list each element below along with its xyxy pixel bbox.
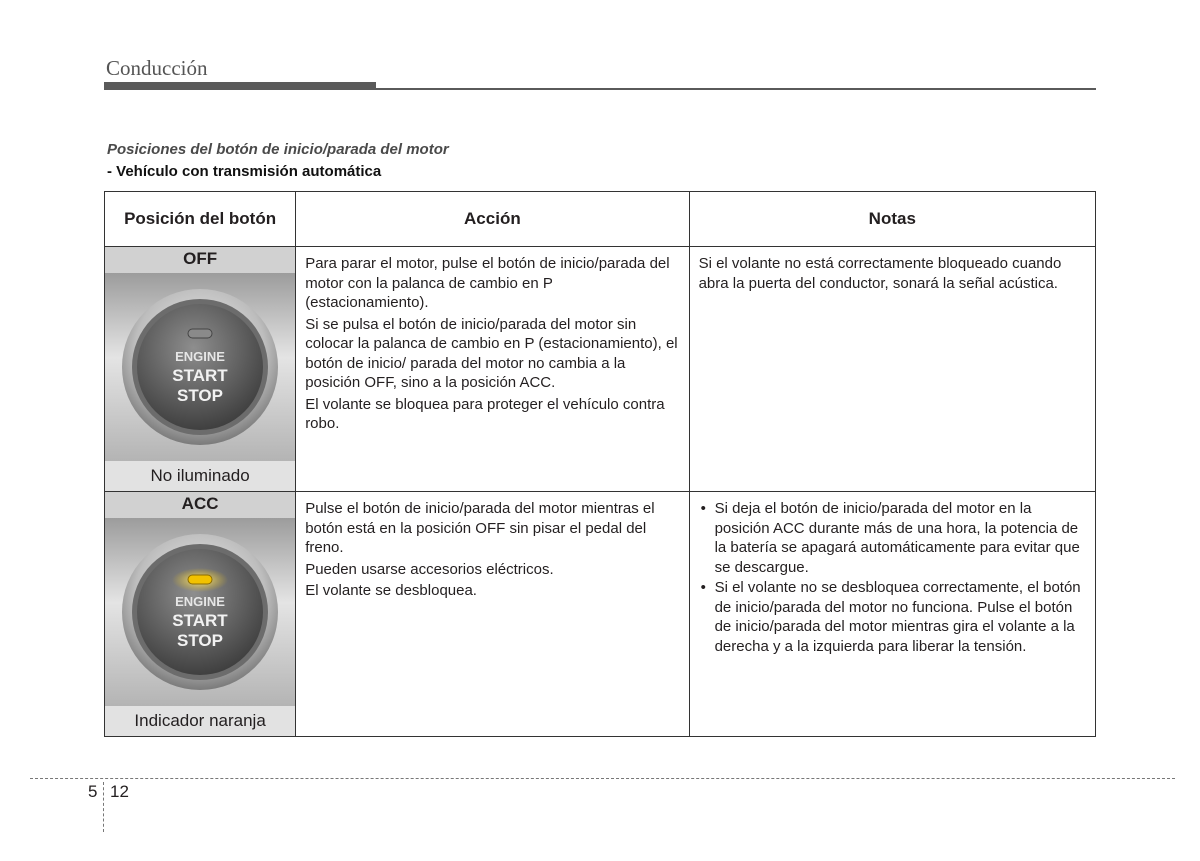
- notes-cell-acc: [689, 492, 1095, 737]
- notes-text: Si el volante no está correctamente bloqueado cuando abra la puerta del conductor, sonará la señal acústica.: [698, 255, 1062, 292]
- position-cell-off: [105, 247, 296, 492]
- position-label-acc: ACC: [105, 492, 295, 518]
- action-cell-acc: [296, 492, 689, 737]
- position-caption-off: No iluminado: [105, 461, 295, 491]
- position-caption-acc: Indicador naranja: [105, 706, 295, 736]
- button-word-start: START: [172, 611, 228, 630]
- header-notes: Notas: [689, 192, 1095, 247]
- notes-bullet-item: • Si deja el botón de inicio/parada del motor en la posición ACC durante más de una hora, la potencia de la batería se apagará automáticamente para evitar que se descargue.: [699, 499, 1085, 577]
- action-text: Pueden usarse accesorios eléctricos.: [305, 560, 554, 578]
- position-cell-acc: [105, 492, 296, 737]
- header-position: Posición del botón: [105, 192, 296, 247]
- button-word-engine: ENGINE: [175, 594, 225, 609]
- page-number: 12: [110, 782, 129, 801]
- footer-divider: [30, 778, 1175, 779]
- notes-cell-off: [689, 247, 1095, 492]
- section-subtitle: - Vehículo con transmisión automática: [107, 163, 382, 180]
- action-text: El volante se bloquea para proteger el vehículo contra robo.: [305, 395, 665, 432]
- button-word-engine: ENGINE: [175, 349, 225, 364]
- section-title: Posiciones del botón de inicio/parada del motor: [107, 141, 449, 158]
- action-text: Si se pulsa el botón de inicio/parada del motor sin colocar la palanca de cambio en P (estacionamiento), el botón de inicio/ parada del motor no cambia a la posición OFF, sino a la posición ACC.: [305, 315, 678, 391]
- footer-page-separator: [103, 782, 104, 832]
- engine-button-image-off: [105, 273, 295, 461]
- header-action: Acción: [296, 192, 689, 247]
- header-rule-thick: [104, 82, 376, 90]
- action-text: Pulse el botón de inicio/parada del motor mientras el botón está en la posición OFF sin pisar el pedal del freno.: [305, 500, 655, 556]
- chapter-title: Conducción: [106, 56, 208, 80]
- header-rule-thin: [376, 88, 1096, 90]
- action-text: El volante se desbloquea.: [305, 582, 477, 599]
- engine-start-stop-button-icon: [105, 273, 295, 461]
- table-header-row: [105, 192, 1096, 247]
- page-chapter-number: 5: [88, 782, 98, 801]
- table-row-off: [105, 247, 1096, 492]
- notes-list: [699, 499, 1085, 656]
- action-cell-off: [296, 247, 689, 492]
- positions-table: [104, 191, 1096, 737]
- position-label-off: OFF: [105, 247, 295, 273]
- button-word-stop: STOP: [177, 631, 223, 650]
- engine-button-image-acc: [105, 518, 295, 706]
- button-word-start: START: [172, 366, 228, 385]
- button-word-stop: STOP: [177, 386, 223, 405]
- engine-start-stop-button-icon: [105, 518, 295, 706]
- action-text: Para parar el motor, pulse el botón de inicio/parada del motor con la palanca de cambio en P (estacionamiento).: [305, 255, 670, 311]
- table-row-acc: [105, 492, 1096, 737]
- notes-bullet-item: • Si el volante no se desbloquea correctamente, el botón de inicio/parada del motor no funciona. Pulse el botón de inicio/parada del motor mientras gira el volante a la derecha y a la izquierda para liberar la tensión.: [699, 578, 1085, 656]
